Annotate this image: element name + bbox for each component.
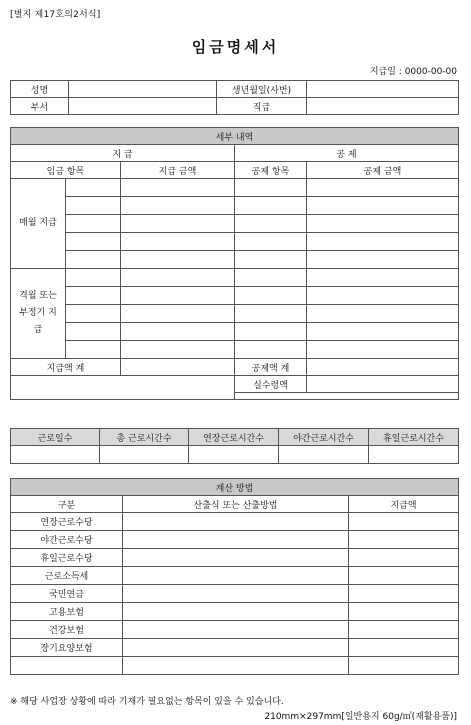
table-cell[interactable] [121,251,235,269]
table-cell[interactable] [66,323,121,341]
table-cell[interactable] [235,323,307,341]
table-cell[interactable] [121,341,235,359]
employee-info-table [10,80,459,115]
table-cell[interactable] [349,531,459,549]
calc-type-header: 구분 [11,496,123,513]
calc-method-header: 산출식 또는 산출방법 [123,496,349,513]
table-cell[interactable] [66,305,121,323]
table-cell[interactable] [123,549,349,567]
table-cell[interactable] [66,287,121,305]
table-cell[interactable] [100,446,189,464]
table-cell[interactable] [349,639,459,657]
table-cell[interactable] [349,549,459,567]
calc-row-label: 고용보험 [11,603,123,621]
table-cell[interactable] [121,197,235,215]
table-cell[interactable] [279,446,369,464]
table-cell[interactable] [121,179,235,197]
pay-section-label: 지 급 [11,145,235,162]
pay-date-label: 지급일 : 0000-00-00 [369,67,457,77]
table-cell[interactable] [235,233,307,251]
pay-total-label: 지급액 계 [11,359,121,376]
table-cell[interactable] [121,233,235,251]
table-cell[interactable] [235,215,307,233]
calc-row-label: 연장근로수당 [11,513,123,531]
table-cell[interactable] [123,531,349,549]
table-cell[interactable] [123,657,349,675]
table-cell[interactable] [121,323,235,341]
table-cell[interactable] [307,251,459,269]
work-days-header: 근로일수 [11,429,100,446]
table-cell[interactable] [235,179,307,197]
table-cell[interactable] [189,446,279,464]
calc-row-label: 건강보험 [11,621,123,639]
table-cell[interactable] [307,305,459,323]
calc-row-label: 장기요양보험 [11,639,123,657]
table-cell[interactable] [11,657,123,675]
table-cell[interactable] [123,603,349,621]
name-label: 성명 [11,81,69,98]
monthly-pay-label: 매월 지급 [11,179,66,269]
table-cell[interactable] [66,179,121,197]
table-cell[interactable] [307,215,459,233]
calc-row-label: 근로소득세 [11,567,123,585]
table-cell[interactable] [235,287,307,305]
details-heading: 세부 내역 [11,128,459,145]
position-label: 직급 [217,98,307,115]
table-cell[interactable] [307,233,459,251]
table-cell[interactable] [123,585,349,603]
calc-row-label: 야간근로수당 [11,531,123,549]
table-cell[interactable] [11,446,100,464]
net-pay-value[interactable] [307,376,459,393]
table-cell[interactable] [123,513,349,531]
irregular-pay-label: 격월 또는 부정기 지급 [11,269,66,359]
calc-heading: 계산 방법 [11,479,459,496]
net-pay-label: 실수령액 [235,376,307,393]
table-cell[interactable] [66,251,121,269]
table-cell[interactable] [235,197,307,215]
overtime-hours-header: 연장근로시간수 [189,429,279,446]
table-cell[interactable] [349,567,459,585]
table-cell[interactable] [66,215,121,233]
pay-item-header: 임금 항목 [11,162,121,179]
table-cell[interactable] [349,603,459,621]
table-cell[interactable] [349,585,459,603]
table-cell[interactable] [235,305,307,323]
deduct-section-label: 공 제 [235,145,459,162]
blank-cell [235,393,459,400]
calculation-table [10,478,459,675]
dept-value-cell[interactable] [69,98,217,115]
form-number-label: [별지 제17호의2서식] [10,10,101,20]
table-cell[interactable] [123,639,349,657]
deduct-total-label: 공제액 계 [235,359,307,376]
table-cell[interactable] [121,305,235,323]
table-cell[interactable] [307,323,459,341]
table-cell[interactable] [235,269,307,287]
paper-spec: 210mm×297mm[일반용지 60g/㎡(재활용품)] [264,712,457,722]
table-cell[interactable] [66,341,121,359]
birth-label: 생년월일(사번) [217,81,307,98]
table-cell[interactable] [349,513,459,531]
table-cell[interactable] [123,621,349,639]
night-hours-header: 야간근로시간수 [279,429,369,446]
pay-amount-header: 지급 금액 [121,162,235,179]
table-cell[interactable] [307,197,459,215]
deduct-total-value[interactable] [307,359,459,376]
position-value-cell[interactable] [307,98,459,115]
document-title: 임금명세서 [191,38,280,56]
calc-row-label: 국민연금 [11,585,123,603]
blank-cell [11,376,235,400]
footnote: ※ 해당 사업장 상황에 따라 기재가 필요없는 항목이 있을 수 있습니다. [10,697,284,707]
table-cell[interactable] [66,233,121,251]
table-cell[interactable] [235,251,307,269]
table-cell[interactable] [307,287,459,305]
total-hours-header: 총 근로시간수 [100,429,189,446]
table-cell[interactable] [307,179,459,197]
table-cell[interactable] [349,621,459,639]
holiday-hours-header: 휴일근로시간수 [369,429,459,446]
table-cell[interactable] [307,269,459,287]
name-value-cell[interactable] [69,81,217,98]
pay-details-table [10,127,459,400]
table-cell[interactable] [123,567,349,585]
calc-amount-header: 지급액 [349,496,459,513]
calc-row-label: 휴일근로수당 [11,549,123,567]
table-cell[interactable] [307,341,459,359]
table-cell[interactable] [66,269,121,287]
pay-total-value[interactable] [121,359,235,376]
table-cell[interactable] [121,215,235,233]
table-cell[interactable] [349,657,459,675]
table-cell[interactable] [66,197,121,215]
work-hours-table [10,428,459,464]
deduct-item-header: 공제 항목 [235,162,307,179]
table-cell[interactable] [121,287,235,305]
dept-label: 부서 [11,98,69,115]
table-cell[interactable] [235,341,307,359]
table-cell[interactable] [369,446,459,464]
deduct-amount-header: 공제 금액 [307,162,459,179]
birth-value-cell[interactable] [307,81,459,98]
table-cell[interactable] [121,269,235,287]
